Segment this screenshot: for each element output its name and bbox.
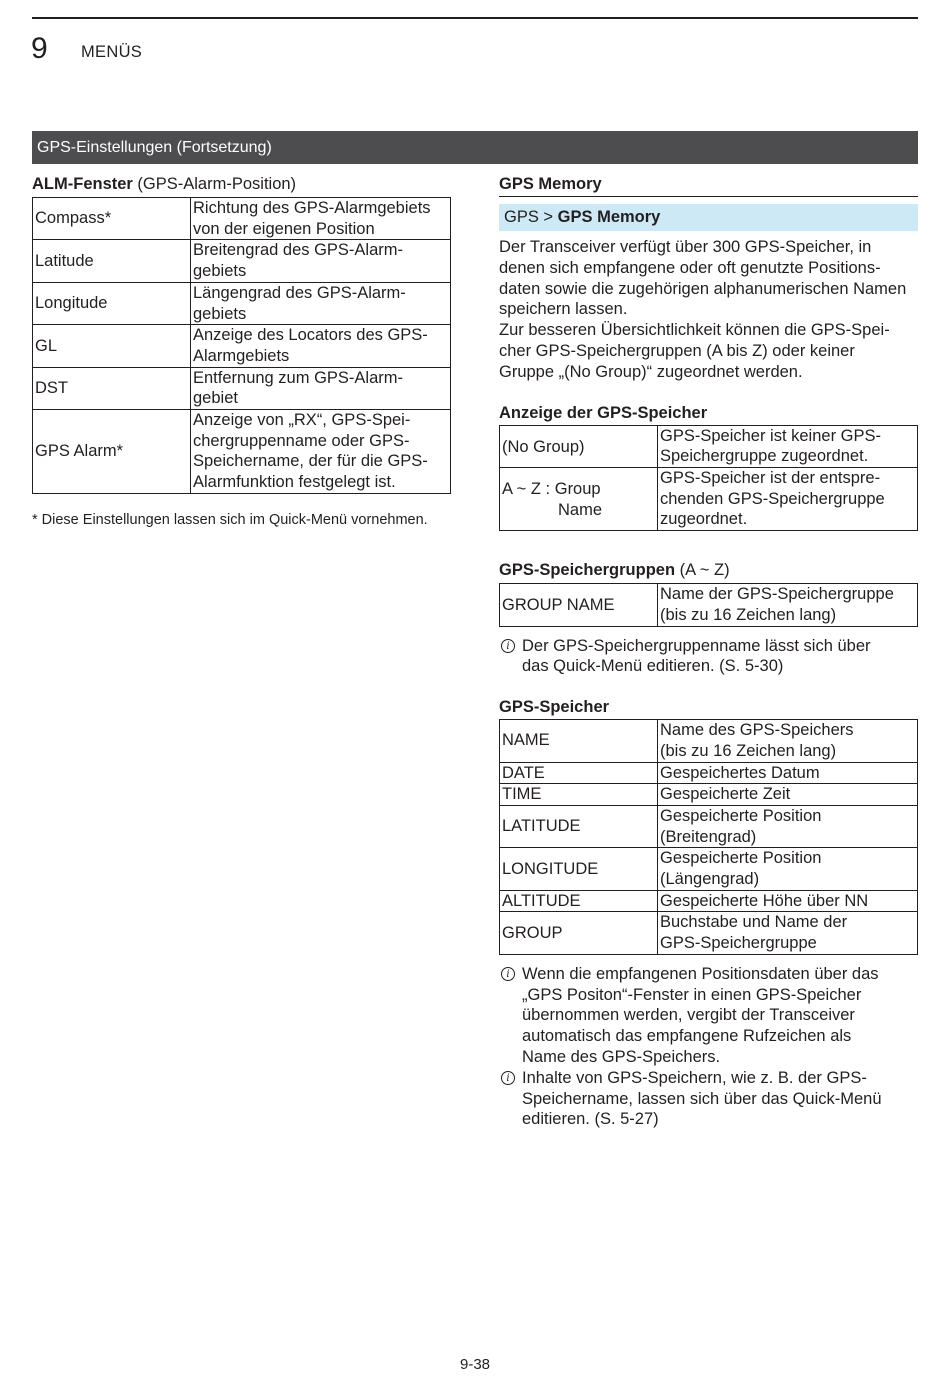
speicher-row — [500, 784, 918, 806]
alm-row-desc-line: Alarmgebiets — [193, 346, 290, 365]
anzeige-row-desc-line: GPS-Speicher ist der entspre- — [660, 468, 881, 487]
speicher-row-desc-line: Name des GPS-Speichers — [660, 721, 854, 740]
speicher-tip-item-line: Inhalte von GPS-Speichern, wie z. B. der GPS- — [522, 1068, 867, 1087]
gruppen-row-desc — [658, 584, 918, 626]
info-icon: i — [501, 639, 515, 653]
alm-row-desc — [191, 240, 451, 282]
speicher-tip-item-line: Name des GPS-Speichers. — [522, 1048, 721, 1067]
intro-line: speichern lassen. — [499, 300, 628, 319]
gruppen-heading-bold: GPS-Speichergruppen — [499, 561, 676, 580]
speicher-row-desc-line: GPS-Speichergruppe — [660, 934, 817, 953]
alm-row — [33, 198, 451, 240]
alm-row-key: GPS Alarm* — [33, 410, 191, 494]
speicher-row-desc-line: Gespeichertes Datum — [660, 763, 820, 782]
anzeige-table-body — [500, 425, 918, 531]
alm-table — [32, 197, 451, 494]
speicher-tip-item-line: „GPS Positon“-Fenster in einen GPS-Speicher — [522, 985, 862, 1004]
gruppen-tip-item-text — [522, 636, 871, 678]
alm-heading-bold: ALM-Fenster — [32, 175, 133, 193]
speicher-tip-item-line: Wenn die empfangenen Positionsdaten über das — [522, 964, 879, 983]
info-icon: i — [501, 967, 515, 981]
alm-row-desc-line: chergruppenname oder GPS- — [193, 431, 410, 450]
gruppen-row-desc-line: Name der GPS-Speichergruppe — [660, 585, 894, 604]
alm-heading-rest: (GPS-Alarm-Position) — [132, 175, 297, 193]
gruppen-heading — [499, 560, 918, 581]
right-column — [499, 173, 918, 1130]
gps-memory-intro — [499, 237, 918, 383]
speicher-tip-item-line: editieren. (S. 5-27) — [522, 1110, 659, 1129]
alm-row-desc-line: gebiets — [193, 304, 247, 323]
speicher-row-desc — [658, 762, 918, 784]
anzeige-row-key-line: Name — [558, 501, 603, 520]
alm-row-desc — [191, 410, 451, 494]
anzeige-row-desc-line: Speichergruppe zugeordnet. — [660, 447, 869, 466]
page-number: 9-38 — [459, 1356, 491, 1373]
speicher-row-desc — [658, 848, 918, 890]
speicher-row-desc — [658, 805, 918, 847]
speicher-tips — [499, 964, 918, 1130]
gruppen-tip-item-line: Der GPS-Speichergruppenname lässt sich über — [522, 636, 871, 655]
alm-row-desc-line: gebiets — [193, 262, 247, 281]
speicher-row-key: ALTITUDE — [500, 890, 658, 912]
speicher-row-desc — [658, 912, 918, 954]
alm-row-key: Longitude — [33, 282, 191, 324]
alm-row-key: Latitude — [33, 240, 191, 282]
alm-row-desc-line: Richtung des GPS-Alarmgebiets — [193, 199, 431, 217]
speicher-tip-item — [499, 1068, 918, 1130]
intro-line: cher GPS-Speichergruppen (A bis Z) oder keiner — [499, 341, 855, 360]
anzeige-heading-text: Anzeige der GPS-Speicher — [499, 403, 708, 422]
speicher-row — [500, 890, 918, 912]
menu-path-bar — [499, 204, 918, 231]
alm-row-desc-line: Alarmfunktion festgelegt ist. — [193, 473, 396, 492]
speicher-row-desc-line: Buchstabe und Name der — [660, 913, 848, 932]
speicher-tip-item-line: übernommen werden, vergibt der Transceiver — [522, 1006, 855, 1025]
alm-row — [33, 367, 451, 409]
alm-row-desc — [191, 198, 451, 240]
speicher-row-key: NAME — [500, 720, 658, 762]
anzeige-table — [499, 425, 918, 532]
alm-row — [33, 240, 451, 282]
speicher-tip-item-line: Speichername, lassen sich über das Quick-Menü — [522, 1089, 882, 1108]
alm-row-desc-line: Anzeige des Locators des GPS- — [193, 326, 428, 345]
speicher-tip-item-text — [522, 964, 879, 1068]
intro-line: denen sich empfangene oder oft genutzte Positions- — [499, 258, 881, 277]
anzeige-row-desc — [658, 467, 918, 530]
anzeige-row — [500, 425, 918, 467]
alm-row — [33, 325, 451, 367]
speicher-row — [500, 848, 918, 890]
gruppen-tip-item-line: das Quick-Menü editieren. (S. 5-30) — [522, 657, 784, 676]
alm-row-key: GL — [33, 325, 191, 367]
gruppen-row-desc-line: (bis zu 16 Zeichen lang) — [660, 605, 837, 624]
menu-path-prefix: GPS > — [504, 208, 558, 226]
alm-table-body — [33, 198, 451, 494]
alm-row-desc-line: von der eigenen Position — [193, 219, 375, 238]
alm-row-key: Compass* — [33, 198, 191, 240]
speicher-row-key: DATE — [500, 762, 658, 784]
speicher-row-desc — [658, 784, 918, 806]
chapter-title: MENÜS — [81, 43, 143, 61]
gps-memory-heading-text: GPS Memory — [499, 175, 602, 193]
alm-row-key: DST — [33, 367, 191, 409]
anzeige-row-desc-line: zugeordnet. — [660, 510, 748, 529]
speicher-table-body — [500, 720, 918, 955]
alm-row-desc-line: Längengrad des GPS-Alarm- — [193, 283, 406, 302]
intro-line: Der Transceiver verfügt über 300 GPS-Speicher, in — [499, 238, 872, 256]
anzeige-row-key-line: A ~ Z : Group — [502, 480, 601, 499]
speicher-row-desc-line: Gespeicherte Position — [660, 806, 822, 825]
section-title-bar: GPS-Einstellungen (Fortsetzung) — [32, 131, 918, 164]
info-icon: i — [501, 1071, 515, 1085]
speicher-row-desc-line: (Breitengrad) — [660, 827, 757, 846]
speicher-row-desc-line: Gespeicherte Position — [660, 849, 822, 868]
anzeige-row-desc — [658, 425, 918, 467]
speicher-row — [500, 762, 918, 784]
speicher-row-key: LONGITUDE — [500, 848, 658, 890]
anzeige-row-desc-line: chenden GPS-Speichergruppe — [660, 489, 885, 508]
anzeige-row-key-line: (No Group) — [502, 437, 585, 456]
speicher-row-desc-line: (Längengrad) — [660, 870, 760, 889]
speicher-tip-item-text — [522, 1068, 882, 1130]
menu-path-bold: GPS Memory — [557, 208, 661, 226]
alm-heading — [32, 174, 451, 195]
speicher-table — [499, 719, 918, 955]
gruppen-tip-item — [499, 636, 918, 678]
speicher-row — [500, 720, 918, 762]
speicher-row-desc-line: (bis zu 16 Zeichen lang) — [660, 741, 837, 760]
intro-line: Gruppe „(No Group)“ zugeordnet werden. — [499, 362, 803, 381]
alm-footnote: * Diese Einstellungen lassen sich im Quick-Menü vornehmen. — [32, 511, 428, 528]
speicher-heading — [499, 697, 918, 718]
top-rule — [32, 17, 918, 19]
speicher-row — [500, 805, 918, 847]
gruppen-row-key: GROUP NAME — [500, 584, 658, 626]
speicher-row-key: TIME — [500, 784, 658, 806]
alm-row — [33, 410, 451, 494]
speicher-tip-item — [499, 964, 918, 1068]
anzeige-row-key — [500, 425, 658, 467]
left-column — [32, 173, 451, 529]
speicher-tip-item-line: automatisch das empfangene Rufzeichen als — [522, 1027, 852, 1046]
speicher-row-desc — [658, 890, 918, 912]
alm-row-desc-line: Breitengrad des GPS-Alarm- — [193, 241, 403, 260]
speicher-row — [500, 912, 918, 954]
alm-row-desc — [191, 282, 451, 324]
speicher-heading-text: GPS-Speicher — [499, 698, 610, 717]
gruppen-heading-rest: (A ~ Z) — [675, 561, 730, 580]
speicher-row-desc-line: Gespeicherte Zeit — [660, 785, 791, 804]
gruppen-row — [500, 584, 918, 626]
intro-line: Zur besseren Übersichtlichkeit können die GPS-Spei- — [499, 321, 890, 340]
alm-row-desc-line: gebiet — [193, 389, 238, 408]
alm-row-desc — [191, 367, 451, 409]
alm-row-desc — [191, 325, 451, 367]
gruppen-table-body — [500, 584, 918, 626]
speicher-row-desc — [658, 720, 918, 762]
speicher-row-key: GROUP — [500, 912, 658, 954]
chapter-number: 9 — [31, 32, 48, 65]
anzeige-heading — [499, 403, 918, 424]
alm-row-desc-line: Anzeige von „RX“, GPS-Spei- — [193, 411, 411, 430]
alm-row — [33, 282, 451, 324]
gruppen-tip — [499, 636, 918, 678]
alm-row-desc-line: Speichername, der für die GPS- — [193, 452, 428, 471]
speicher-row-key: LATITUDE — [500, 805, 658, 847]
anzeige-row-key — [500, 467, 658, 530]
speicher-row-desc-line: Gespeicherte Höhe über NN — [660, 891, 869, 910]
anzeige-row — [500, 467, 918, 530]
gps-memory-heading — [499, 174, 918, 197]
gruppen-table — [499, 583, 918, 626]
intro-line: daten sowie die zugehörigen alphanumerischen Namen — [499, 279, 907, 298]
anzeige-row-desc-line: GPS-Speicher ist keiner GPS- — [660, 426, 881, 445]
alm-row-desc-line: Entfernung zum GPS-Alarm- — [193, 368, 403, 387]
